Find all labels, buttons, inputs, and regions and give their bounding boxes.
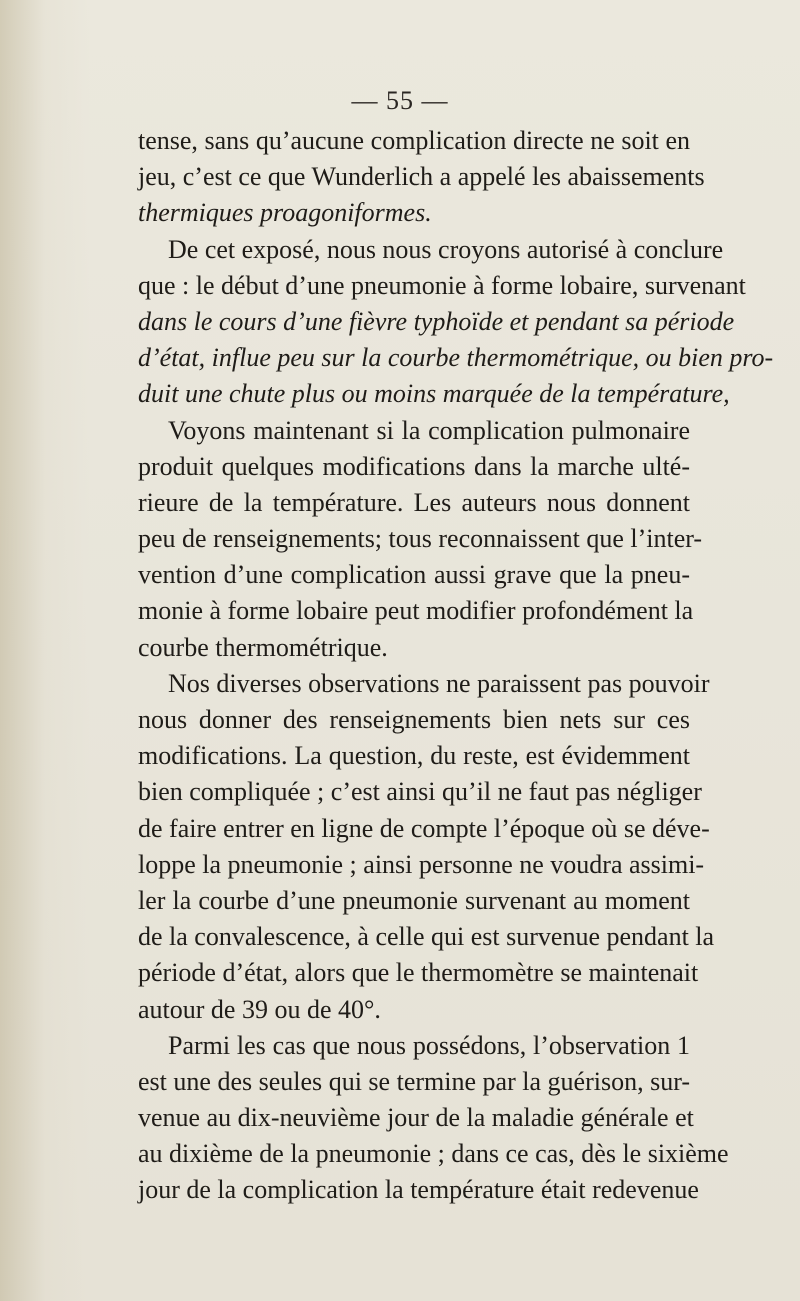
text-line: De cet exposé, nous nous croyons autorisé à conclure [168,234,724,264]
body-text [138,123,774,1209]
text-line: rieure de la température. Les auteurs nous donnent [138,487,690,517]
text-line: que : le début d’une pneumonie à forme lobaire, survenant [138,270,746,300]
text-line: tense, sans qu’aucune complication directe ne soit en [138,126,690,155]
text-line: période d’état, alors que le thermomètre se maintenait [138,958,699,988]
text-line: venue au dix-neuvième jour de la maladie générale et [138,1103,694,1133]
text-line: est une des seules qui se termine par la guérison, sur- [138,1066,690,1096]
text-line: modifications. La question, du reste, est évidemment [138,741,690,771]
text-line: vention d’une complication aussi grave que la pneu- [138,560,690,590]
text-line: autour de 39 ou de 40°. [138,994,381,1024]
text-line: monie à forme lobaire peut modifier profondément la [138,596,694,626]
text-line: duit une chute plus ou moins marquée de la température, [138,379,730,409]
text-line: bien compliquée ; c’est ainsi qu’il ne faut pas négliger [138,777,702,807]
text-line: jeu, c’est ce que Wunderlich a appelé les abaissements [138,162,705,192]
text-line: dans le cours d’une fièvre typhoïde et pendant sa période [138,306,735,336]
text-line: thermiques proagoniformes. [138,198,432,228]
text-line: nous donner des renseignements bien nets sur ces [138,705,690,734]
text-line: ler la courbe d’une pneumonie survenant au moment [138,885,690,915]
text-line: peu de renseignements; tous reconnaissent que l’inter- [138,524,703,554]
text-line: Voyons maintenant si la complication pulmonaire [168,415,690,445]
text-line: loppe la pneumonie ; ainsi personne ne voudra assimi- [138,849,705,879]
text-line: produit quelques modifications dans la marche ulté- [138,451,690,481]
text-line: au dixième de la pneumonie ; dans ce cas, dès le sixième [138,1139,729,1169]
page-number: — 55 — [351,86,449,115]
text-line: jour de la complication la température était redevenue [138,1175,699,1205]
text-line: Parmi les cas que nous possédons, l’observation 1 [168,1030,690,1060]
text-line: courbe thermométrique. [138,632,388,662]
text-line: Nos diverses observations ne paraissent pas pouvoir [168,668,710,698]
text-line: de faire entrer en ligne de compte l’époque où se déve- [138,813,710,843]
text-line: d’état, influe peu sur la courbe thermométrique, ou bien pro- [138,343,774,373]
text-line: de la convalescence, à celle qui est survenue pendant la [138,922,715,952]
